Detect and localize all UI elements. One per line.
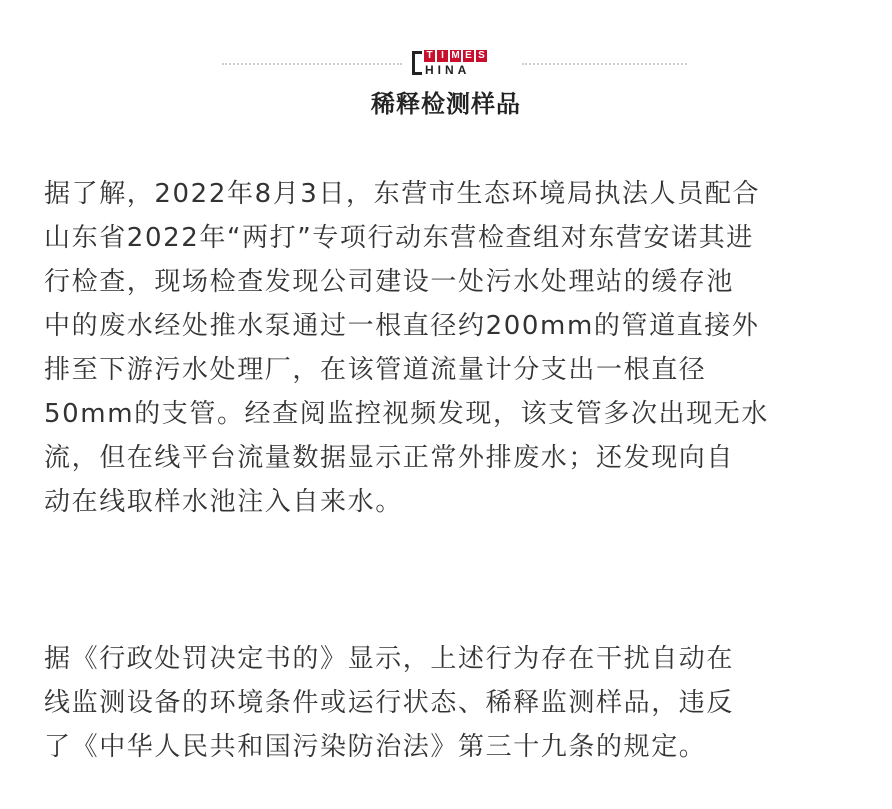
paragraph-line: 中的废水经处推水泵通过一根直径约200mm的管道直接外 — [44, 311, 760, 341]
paragraph-line: 据《行政处罚决定书的》显示，上述行为存在干扰自动在 — [44, 644, 735, 674]
paragraph-line: 线监测设备的环境条件或运行状态、稀释监测样品，违反 — [44, 688, 735, 718]
logo-china-text: HINA — [425, 63, 471, 77]
paragraph-line: 据了解，2022年8月3日，东营市生态环境局执法人员配合 — [44, 179, 761, 209]
paragraph-line: 动在线取样水池注入自来水。 — [44, 487, 403, 517]
article-paragraph-2 — [44, 637, 854, 769]
article-paragraph-1 — [44, 172, 854, 524]
logo-letter: E — [463, 50, 474, 62]
paragraph-line: 山东省2022年“两打”专项行动东营检查组对东营安诺其进 — [44, 223, 754, 253]
logo-letter: I — [437, 50, 448, 62]
paragraph-line: 流，但在线平台流量数据显示正常外排废水；还发现向自 — [44, 443, 735, 473]
paragraph-line: 行检查，现场检查发现公司建设一处污水处理站的缓存池 — [44, 267, 735, 297]
header-logo-row — [0, 44, 892, 84]
logo-letter: T — [424, 50, 435, 62]
section-title: 稀释检测样品 — [371, 90, 521, 118]
logo-letter: M — [451, 50, 460, 61]
logo-times-letters — [424, 50, 487, 62]
logo-letter: S — [476, 50, 487, 62]
dotted-divider-left — [222, 63, 402, 65]
paragraph-line: 50mm的支管。经查阅监控视频发现，该支管多次出现无水 — [44, 399, 769, 429]
paragraph-line: 了《中华人民共和国污染防治法》第三十九条的规定。 — [44, 732, 707, 762]
times-china-logo — [412, 48, 496, 82]
logo-c-bracket — [412, 51, 422, 75]
dotted-divider-right — [522, 63, 687, 65]
paragraph-line: 排至下游污水处理厂，在该管道流量计分支出一根直径 — [44, 355, 707, 385]
